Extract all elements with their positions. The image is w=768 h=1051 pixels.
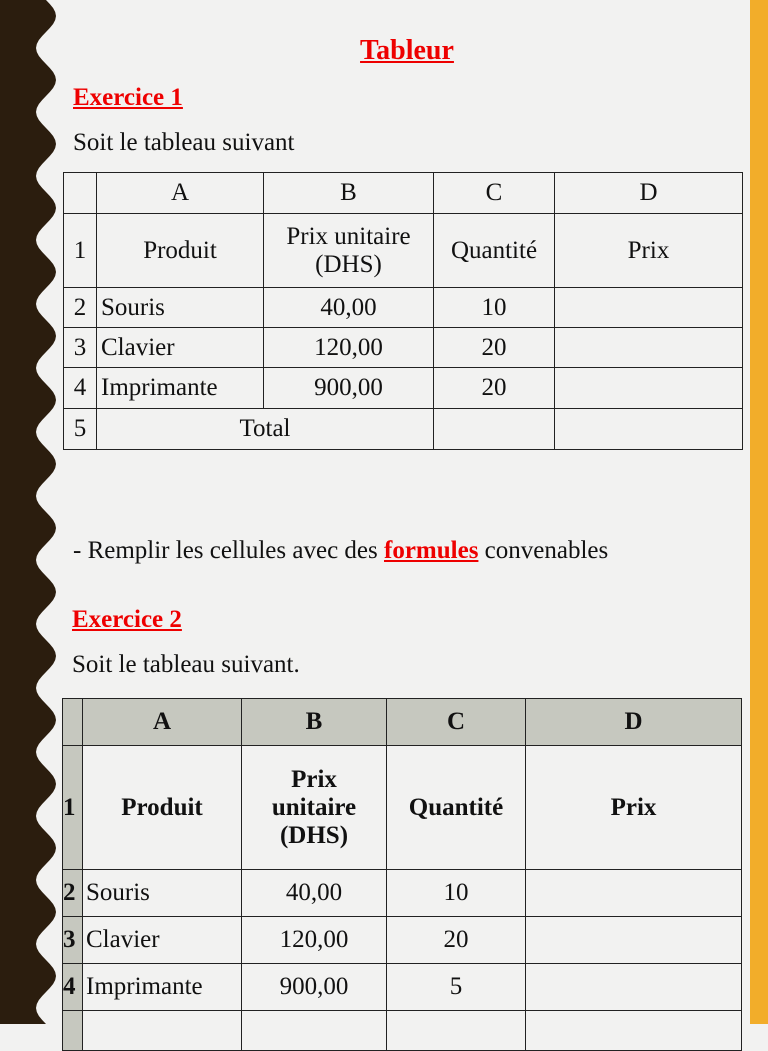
column-header-row <box>63 699 742 746</box>
decorative-wave-border <box>0 0 60 1024</box>
cell-quantite: 10 <box>434 288 555 328</box>
cell-quantite: 20 <box>434 328 555 368</box>
instruction-emphasis: formules <box>384 537 479 564</box>
exercise-2-intro: Soit le tableau suivant. <box>72 651 300 678</box>
header-quantite: Quantité <box>434 214 555 288</box>
row-number: 1 <box>63 746 83 870</box>
exercise-1-table <box>63 172 743 450</box>
table-row-partial <box>63 1011 742 1051</box>
column-header-b: B <box>264 173 434 214</box>
column-header-a: A <box>97 173 264 214</box>
header-prix-unitaire-line3: (DHS) <box>279 821 349 849</box>
row-number: 4 <box>63 964 83 1011</box>
cell-prix <box>526 870 742 917</box>
total-row <box>64 409 743 450</box>
cell-quantite: 20 <box>434 368 555 409</box>
cell-cut <box>387 1011 526 1051</box>
row-number: 5 <box>64 409 97 450</box>
header-quantite: Quantité <box>387 746 526 870</box>
table-header-row <box>63 746 742 870</box>
cell-produit: Souris <box>97 288 264 328</box>
table-row <box>64 288 743 328</box>
column-header-d: D <box>555 173 743 214</box>
header-prix-unitaire-line2: (DHS) <box>315 250 382 278</box>
cell-quantite: 5 <box>387 964 526 1011</box>
cell-produit: Imprimante <box>83 964 242 1011</box>
cell-prix <box>555 328 743 368</box>
cell-quantite: 20 <box>387 917 526 964</box>
row-number: 1 <box>64 214 97 288</box>
header-prix-unitaire <box>242 746 387 870</box>
cell-prix-unitaire: 900,00 <box>264 368 434 409</box>
cell-quantite: 10 <box>387 870 526 917</box>
header-prix-unitaire-line1: Prix unitaire <box>286 222 411 250</box>
cell-produit: Imprimante <box>97 368 264 409</box>
total-label: Total <box>97 409 434 450</box>
cell-prix-unitaire: 120,00 <box>264 328 434 368</box>
table-row <box>64 368 743 409</box>
cell-produit: Clavier <box>83 917 242 964</box>
column-header-c: C <box>434 173 555 214</box>
cell-produit: Clavier <box>97 328 264 368</box>
cell-total-quantite <box>434 409 555 450</box>
column-header-a: A <box>83 699 242 746</box>
column-header-c: C <box>387 699 526 746</box>
row-number: 3 <box>64 328 97 368</box>
table-row <box>63 870 742 917</box>
header-prix-unitaire-line2: unitaire <box>271 793 357 821</box>
row-number: 2 <box>64 288 97 328</box>
exercise-1-heading: Exercice 1 <box>73 84 183 111</box>
table-row <box>63 917 742 964</box>
accent-side-bar <box>750 0 768 1024</box>
cell-prix-unitaire: 120,00 <box>242 917 387 964</box>
row-number: 2 <box>63 870 83 917</box>
cell-total-prix <box>555 409 743 450</box>
table-row <box>63 964 742 1011</box>
header-prix-unitaire-line1: Prix <box>291 765 337 793</box>
row-number: 4 <box>64 368 97 409</box>
column-header-b: B <box>242 699 387 746</box>
cell-prix <box>555 368 743 409</box>
table-row <box>64 328 743 368</box>
row-number: 3 <box>63 917 83 964</box>
page-title: Tableur <box>360 35 454 66</box>
exercise-1-intro: Soit le tableau suivant <box>73 129 295 156</box>
column-header-d: D <box>526 699 742 746</box>
slide-content <box>62 0 750 1024</box>
cell-prix-unitaire: 900,00 <box>242 964 387 1011</box>
cell-cut <box>242 1011 387 1051</box>
header-prix: Prix <box>555 214 743 288</box>
exercise-2-table <box>62 698 742 1051</box>
instruction-text-start: - Remplir les cellules avec des <box>73 537 384 564</box>
header-produit: Produit <box>97 214 264 288</box>
exercise-2-heading: Exercice 2 <box>72 606 182 633</box>
cell-prix-unitaire: 40,00 <box>242 870 387 917</box>
table-header-row <box>64 214 743 288</box>
exercise-1-instruction <box>73 537 608 565</box>
header-produit: Produit <box>83 746 242 870</box>
cell-cut <box>526 1011 742 1051</box>
cell-prix <box>526 917 742 964</box>
cell-prix-unitaire: 40,00 <box>264 288 434 328</box>
cell-produit: Souris <box>83 870 242 917</box>
cell-prix <box>555 288 743 328</box>
cell-cut <box>83 1011 242 1051</box>
corner-cell <box>63 699 83 746</box>
instruction-text-end: convenables <box>478 537 609 564</box>
row-number-cut <box>63 1011 83 1051</box>
corner-cell <box>64 173 97 214</box>
header-prix: Prix <box>526 746 742 870</box>
header-prix-unitaire <box>264 214 434 288</box>
column-header-row <box>64 173 743 214</box>
cell-prix <box>526 964 742 1011</box>
